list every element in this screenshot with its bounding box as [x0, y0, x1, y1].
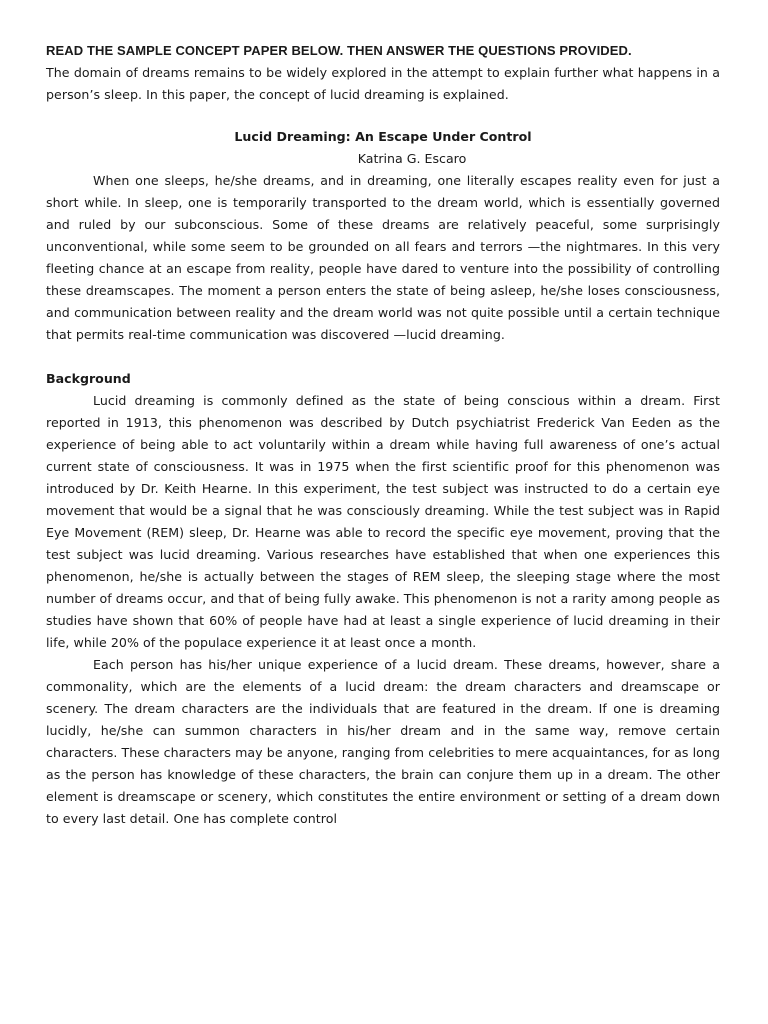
- paper-author: Katrina G. Escaro: [357, 151, 467, 166]
- body-paragraph-1: When one sleeps, he/she dreams, and in dreaming, one literally escapes reality even for just a short while. In sleep, one is temporarily transported to the dream world, which is essentially governed and ruled by our subconscious. Some of these dreams are relatively peaceful, some surprisingly unconventional, while some seem to be grounded on all fears and terrors —the nightmares. In this very fleeting chance at an escape from reality, people have dared to venture into the possibility of controlling these dreamscapes. The moment a person enters the state of being asleep, he/she loses consciousness, and communication between reality and the dream world was not quite possible until a certain technique that permits real-time communication was discovered —lucid dreaming.: [46, 173, 720, 342]
- document-page: [46, 40, 720, 830]
- intro-paragraph: The domain of dreams remains to be widely explored in the attempt to explain further what happens in a person’s sleep. In this paper, the concept of lucid dreaming is explained.: [46, 65, 720, 102]
- instruction-heading: READ THE SAMPLE CONCEPT PAPER BELOW. THEN ANSWER THE QUESTIONS PROVIDED.: [46, 43, 632, 58]
- body-paragraph-2: Lucid dreaming is commonly defined as the state of being conscious within a dream. First reported in 1913, this phenomenon was described by Dutch psychiatrist Frederick Van Eeden as the experience of being able to act voluntarily within a dream while having full awareness of one’s actual current state of consciousness. It was in 1975 when the first scientific proof for this phenomenon was introduced by Dr. Keith Hearne. In this experiment, the test subject was instructed to do a certain eye movement that would be a signal that he was consciously dreaming. While the test subject was in Rapid Eye Movement (REM) sleep, Dr. Hearne was able to record the specific eye movement, proving that the test subject was lucid dreaming. Various researches have established that when one experiences this phenomenon, he/she is actually between the stages of REM sleep, the sleeping stage where the most number of dreams occur, and that of being fully awake. This phenomenon is not a rarity among people as studies have shown that 60% of people have had at least a single experience of lucid dreaming in their life, while 20% of the populace experience it at least once a month.: [46, 393, 720, 650]
- paper-title-block: [46, 126, 720, 170]
- paper-title: Lucid Dreaming: An Escape Under Control: [234, 129, 532, 144]
- section-heading-background: Background: [46, 371, 131, 386]
- body-paragraph-3: Each person has his/her unique experience of a lucid dream. These dreams, however, share a commonality, which are the elements of a lucid dream: the dream characters and dreamscape or scenery. The dream characters are the individuals that are featured in the dream. If one is dreaming lucidly, he/she can summon characters in his/her dream and in the same way, remove certain characters. These characters may be anyone, ranging from celebrities to mere acquaintances, for as long as the person has knowledge of these characters, the brain can conjure them up in a dream. The other element is dreamscape or scenery, which constitutes the entire environment or setting of a dream down to every last detail. One has complete control: [46, 657, 720, 826]
